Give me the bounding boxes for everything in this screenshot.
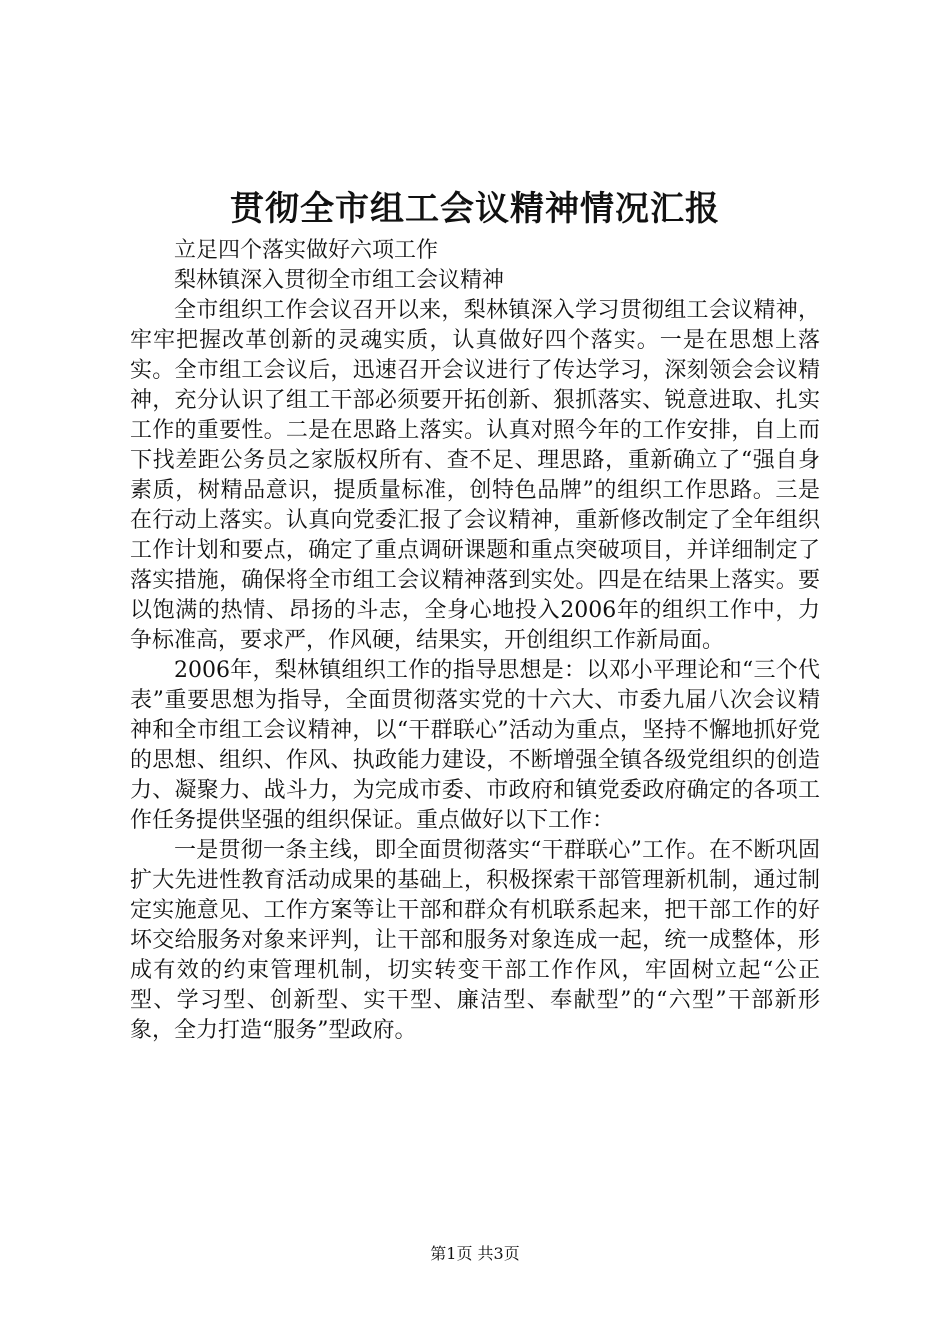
body-paragraph: 2006年，梨林镇组织工作的指导思想是：以邓小平理论和“三个代表”重要思想为指导，全面贯彻落实党的十六大、市委九届八次会议精神和全市组工会议精神，以“干群联心”活动为重点，坚持不懈地抓好党的思想、组织、作风、执政能力建设，不断增强全镇各级党组织的创造力、凝聚力、战斗力，为完成市委、市政府和镇党委政府确定的各项工作任务提供坚强的组织保证。重点做好以下工作： xyxy=(130,658,820,833)
subtitle-line-2: 梨林镇深入贯彻全市组工会议精神 xyxy=(174,268,505,293)
page-footer: 第1页 共3页 xyxy=(430,1244,520,1263)
body-paragraph: 全市组织工作会议召开以来，梨林镇深入学习贯彻组工会议精神，牢牢把握改革创新的灵魂实质，认真做好四个落实。一是在思想上落实。全市组工会议后，迅速召开会议进行了传达学习，深刻领会会议精神，充分认识了组工干部必须要开拓创新、狠抓落实、锐意进取、扎实工作的重要性。二是在思路上落实。认真对照今年的工作安排，自上而下找差距公务员之家版权所有、查不足、理思路，重新确立了“强自身素质，树精品意识，提质量标准，创特色品牌”的组织工作思路。三是在行动上落实。认真向党委汇报了会议精神，重新修改制定了全年组织工作计划和要点，确定了重点调研课题和重点突破项目，并详细制定了落实措施，确保将全市组工会议精神落到实处。四是在结果上落实。要以饱满的热情、昂扬的斗志，全身心地投入2006年的组织工作中，力争标准高，要求严，作风硬，结果实，开创组织工作新局面。 xyxy=(130,298,820,653)
document-body xyxy=(130,236,820,1046)
body-paragraph: 一是贯彻一条主线，即全面贯彻落实“干群联心”工作。在不断巩固扩大先进性教育活动成果的基础上，积极探索干部管理新机制，通过制定实施意见、工作方案等让干部和群众有机联系起来，把干部工作的好坏交给服务对象来评判，让干部和服务对象连成一起，统一成整体，形成有效的约束管理机制，切实转变干部工作作风，牢固树立起“公正型、学习型、创新型、实干型、廉洁型、奉献型”的“六型”干部新形象，全力打造“服务”型政府。 xyxy=(130,838,820,1043)
subtitle-line-1: 立足四个落实做好六项工作 xyxy=(174,238,439,263)
document-title: 贯彻全市组工会议精神情况汇报 xyxy=(230,189,720,229)
